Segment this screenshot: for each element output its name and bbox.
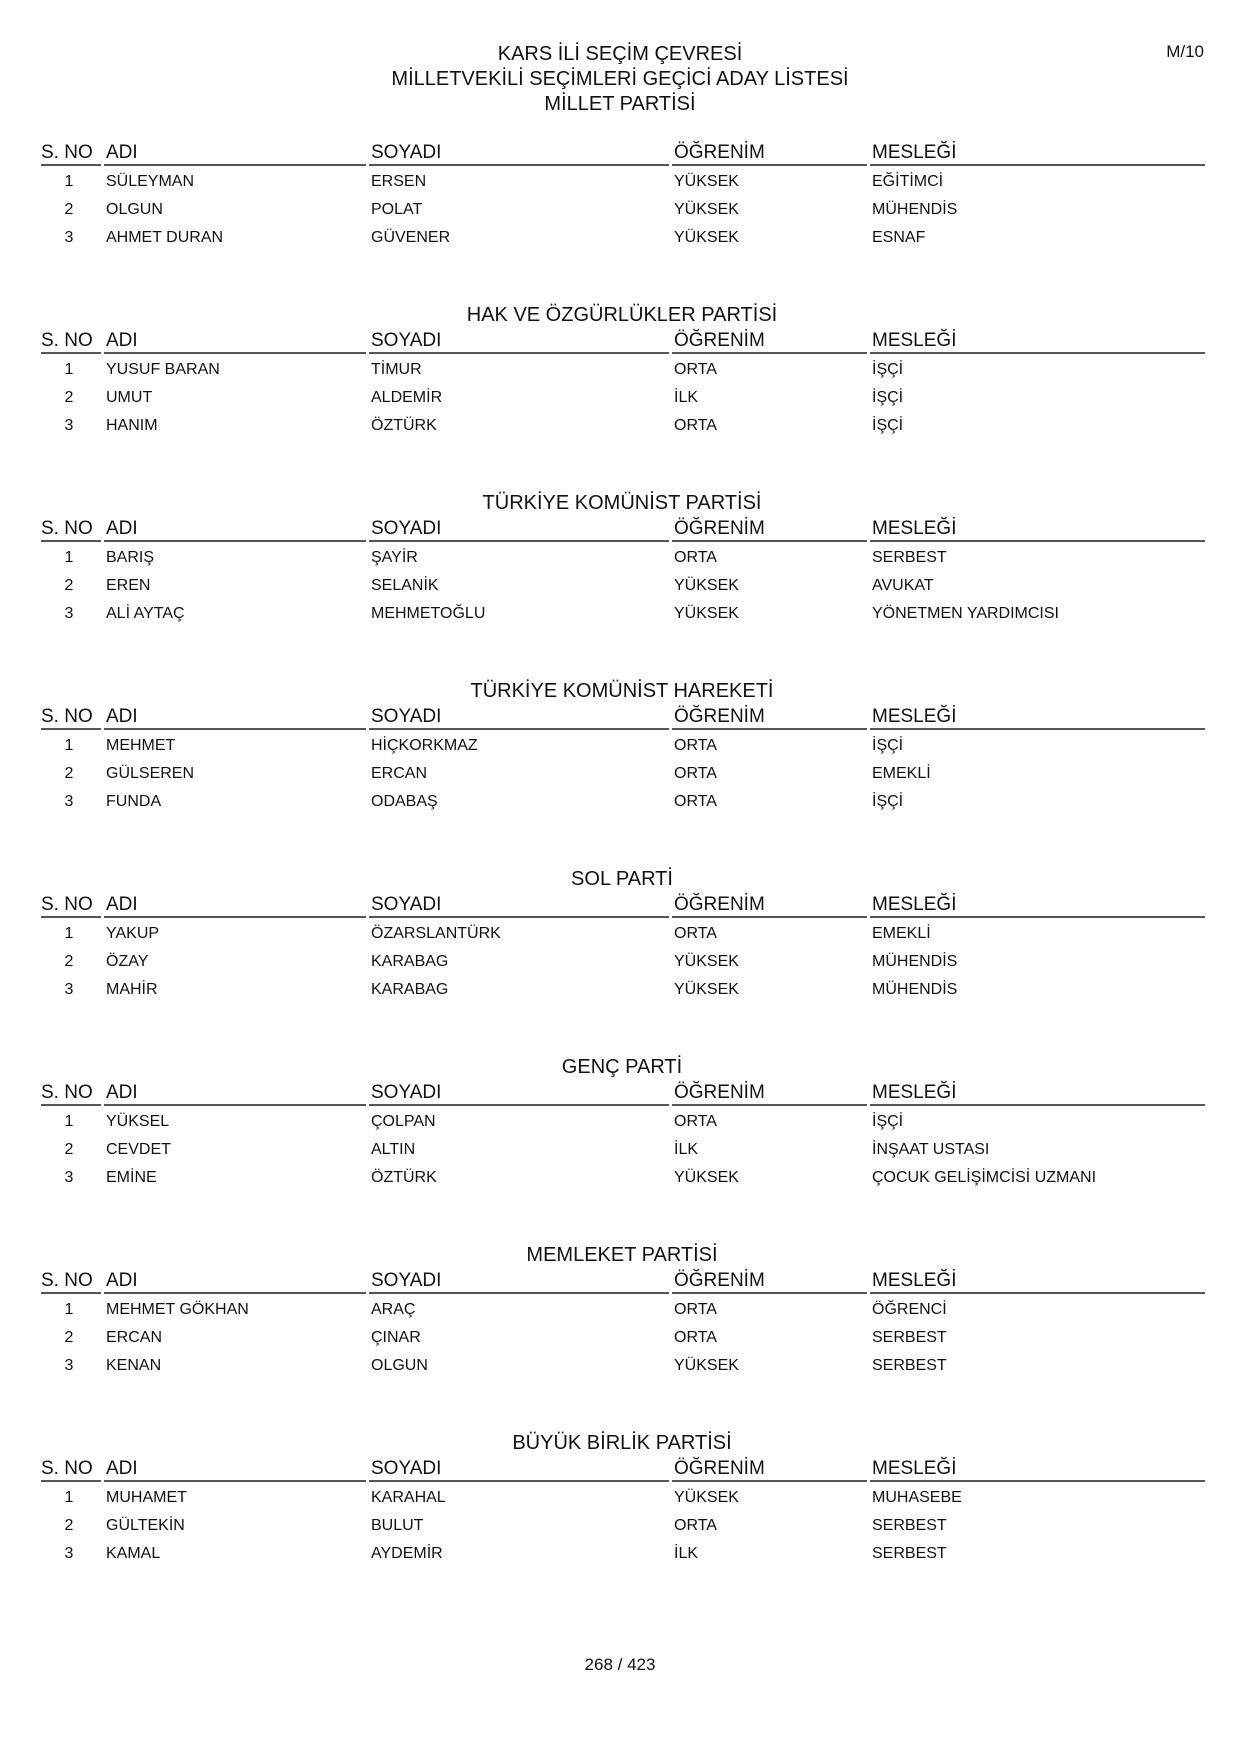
column-header-name: ADI bbox=[104, 706, 366, 730]
cell-surname: ÖZTÜRK bbox=[371, 1169, 437, 1186]
cell-education: YÜKSEK bbox=[674, 1489, 739, 1506]
cell-surname: HİÇKORKMAZ bbox=[371, 737, 478, 754]
table-header bbox=[41, 894, 1203, 918]
cell-education: YÜKSEK bbox=[674, 1169, 739, 1186]
cell-surname: OLGUN bbox=[371, 1357, 428, 1374]
cell-education: İLK bbox=[674, 1141, 699, 1158]
table-row bbox=[41, 791, 1203, 813]
cell-surname: ARAÇ bbox=[371, 1301, 416, 1318]
table-header bbox=[41, 1458, 1203, 1482]
table-header bbox=[41, 706, 1203, 730]
cell-occupation: İŞÇİ bbox=[872, 389, 904, 406]
cell-surname: ÇOLPAN bbox=[371, 1113, 436, 1130]
cell-no: 2 bbox=[64, 1329, 74, 1346]
column-header-occupation: MESLEĞİ bbox=[870, 1270, 1205, 1294]
column-header-occupation: MESLEĞİ bbox=[870, 518, 1205, 542]
column-header-surname: SOYADI bbox=[369, 894, 669, 918]
cell-education: YÜKSEK bbox=[674, 981, 739, 998]
cell-education: ORTA bbox=[674, 361, 717, 378]
cell-no: 2 bbox=[64, 765, 74, 782]
cell-occupation: ÇOCUK GELİŞİMCİSİ UZMANI bbox=[872, 1169, 1097, 1186]
cell-surname: ÖZARSLANTÜRK bbox=[371, 925, 501, 942]
cell-surname: ÖZTÜRK bbox=[371, 417, 437, 434]
party-section bbox=[41, 125, 1203, 313]
column-header-no: S. NO bbox=[41, 142, 101, 166]
cell-education: YÜKSEK bbox=[674, 953, 739, 970]
cell-no: 3 bbox=[64, 793, 74, 810]
cell-no: 2 bbox=[64, 1517, 74, 1534]
cell-education: ORTA bbox=[674, 925, 717, 942]
table-row bbox=[41, 1543, 1203, 1565]
table-row bbox=[41, 603, 1203, 625]
cell-education: ORTA bbox=[674, 737, 717, 754]
column-header-occupation: MESLEĞİ bbox=[870, 330, 1205, 354]
cell-no: 3 bbox=[64, 1357, 74, 1374]
cell-occupation: İŞÇİ bbox=[872, 361, 904, 378]
table-row bbox=[41, 171, 1203, 193]
document-header bbox=[0, 42, 1240, 117]
cell-occupation: MÜHENDİS bbox=[872, 981, 958, 998]
cell-name: ALİ AYTAÇ bbox=[106, 605, 185, 622]
cell-occupation: EMEKLİ bbox=[872, 765, 931, 782]
cell-education: YÜKSEK bbox=[674, 605, 739, 622]
cell-no: 1 bbox=[64, 1489, 74, 1506]
cell-name: HANIM bbox=[106, 417, 158, 434]
party-section bbox=[41, 1432, 1203, 1629]
cell-surname: KARABAG bbox=[371, 953, 449, 970]
table-row bbox=[41, 1299, 1203, 1321]
cell-surname: ALTIN bbox=[371, 1141, 416, 1158]
column-header-occupation: MESLEĞİ bbox=[870, 1458, 1205, 1482]
cell-surname: ŞAYİR bbox=[371, 549, 418, 566]
party-title: MEMLEKET PARTİSİ bbox=[526, 1244, 718, 1266]
column-header-education: ÖĞRENİM bbox=[672, 518, 867, 542]
page-code: M/10 bbox=[1166, 42, 1204, 61]
cell-occupation: SERBEST bbox=[872, 1357, 947, 1374]
column-header-education: ÖĞRENİM bbox=[672, 142, 867, 166]
header-province: KARS İLİ SEÇİM ÇEVRESİ bbox=[497, 43, 743, 65]
party-section bbox=[41, 1056, 1203, 1253]
cell-name: MEHMET bbox=[106, 737, 176, 754]
cell-name: OLGUN bbox=[106, 201, 163, 218]
table-row bbox=[41, 1167, 1203, 1189]
party-sections bbox=[41, 125, 1203, 1629]
table-header bbox=[41, 142, 1203, 166]
cell-name: FUNDA bbox=[106, 793, 162, 810]
cell-name: KENAN bbox=[106, 1357, 162, 1374]
table-row bbox=[41, 575, 1203, 597]
party-title: SOL PARTİ bbox=[571, 868, 673, 890]
cell-name: EREN bbox=[106, 577, 151, 594]
cell-occupation: İNŞAAT USTASI bbox=[872, 1141, 990, 1158]
cell-occupation: MUHASEBE bbox=[872, 1489, 962, 1506]
cell-name: GÜLTEKİN bbox=[106, 1517, 185, 1534]
cell-no: 3 bbox=[64, 229, 74, 246]
table-header bbox=[41, 518, 1203, 542]
table-row bbox=[41, 1327, 1203, 1349]
column-header-name: ADI bbox=[104, 518, 366, 542]
header-list-title: MİLLETVEKİLİ SEÇİMLERİ GEÇİCİ ADAY LİSTESİ bbox=[391, 68, 849, 90]
cell-name: BARIŞ bbox=[106, 549, 155, 566]
cell-no: 3 bbox=[64, 1545, 74, 1562]
cell-occupation: EMEKLİ bbox=[872, 925, 931, 942]
table-header bbox=[41, 1270, 1203, 1294]
cell-no: 2 bbox=[64, 201, 74, 218]
cell-education: YÜKSEK bbox=[674, 173, 739, 190]
cell-name: YUSUF BARAN bbox=[106, 361, 220, 378]
table-row bbox=[41, 415, 1203, 437]
cell-surname: TİMUR bbox=[371, 361, 422, 378]
party-title: HAK VE ÖZGÜRLÜKLER PARTİSİ bbox=[466, 304, 778, 326]
cell-no: 3 bbox=[64, 1169, 74, 1186]
cell-name: ÖZAY bbox=[106, 953, 149, 970]
table-row bbox=[41, 359, 1203, 381]
table-row bbox=[41, 1487, 1203, 1509]
party-section bbox=[41, 680, 1203, 877]
cell-education: ORTA bbox=[674, 1329, 717, 1346]
cell-education: ORTA bbox=[674, 1301, 717, 1318]
column-header-surname: SOYADI bbox=[369, 330, 669, 354]
cell-occupation: İŞÇİ bbox=[872, 417, 904, 434]
cell-surname: ERCAN bbox=[371, 765, 428, 782]
cell-education: ORTA bbox=[674, 1113, 717, 1130]
cell-education: ORTA bbox=[674, 549, 717, 566]
column-header-surname: SOYADI bbox=[369, 706, 669, 730]
cell-occupation: İŞÇİ bbox=[872, 1113, 904, 1130]
cell-surname: BULUT bbox=[371, 1517, 424, 1534]
column-header-surname: SOYADI bbox=[369, 1458, 669, 1482]
cell-name: UMUT bbox=[106, 389, 153, 406]
cell-no: 1 bbox=[64, 737, 74, 754]
column-header-surname: SOYADI bbox=[369, 1270, 669, 1294]
table-row bbox=[41, 951, 1203, 973]
table-row bbox=[41, 923, 1203, 945]
column-header-name: ADI bbox=[104, 1082, 366, 1106]
table-row bbox=[41, 227, 1203, 249]
cell-name: CEVDET bbox=[106, 1141, 171, 1158]
cell-no: 3 bbox=[64, 605, 74, 622]
cell-education: YÜKSEK bbox=[674, 229, 739, 246]
cell-occupation: İŞÇİ bbox=[872, 737, 904, 754]
table-header bbox=[41, 1082, 1203, 1106]
cell-name: MUHAMET bbox=[106, 1489, 187, 1506]
table-row bbox=[41, 763, 1203, 785]
cell-occupation: ÖĞRENCİ bbox=[872, 1301, 947, 1318]
cell-name: YÜKSEL bbox=[106, 1113, 170, 1130]
cell-occupation: SERBEST bbox=[872, 549, 947, 566]
cell-surname: POLAT bbox=[371, 201, 423, 218]
cell-name: KAMAL bbox=[106, 1545, 161, 1562]
cell-education: İLK bbox=[674, 389, 699, 406]
cell-occupation: SERBEST bbox=[872, 1545, 947, 1562]
column-header-occupation: MESLEĞİ bbox=[870, 142, 1205, 166]
column-header-name: ADI bbox=[104, 1458, 366, 1482]
cell-education: YÜKSEK bbox=[674, 577, 739, 594]
cell-occupation: SERBEST bbox=[872, 1329, 947, 1346]
table-row bbox=[41, 735, 1203, 757]
page-number: 268 / 423 bbox=[584, 1655, 656, 1674]
cell-surname: KARABAG bbox=[371, 981, 449, 998]
party-section bbox=[41, 304, 1203, 501]
cell-no: 2 bbox=[64, 389, 74, 406]
column-header-surname: SOYADI bbox=[369, 142, 669, 166]
cell-surname: ERSEN bbox=[371, 173, 427, 190]
cell-education: ORTA bbox=[674, 793, 717, 810]
table-row bbox=[41, 1111, 1203, 1133]
column-header-name: ADI bbox=[104, 142, 366, 166]
cell-surname: ÇINAR bbox=[371, 1329, 421, 1346]
cell-occupation: MÜHENDİS bbox=[872, 201, 958, 218]
cell-occupation: İŞÇİ bbox=[872, 793, 904, 810]
cell-no: 1 bbox=[64, 173, 74, 190]
cell-surname: AYDEMİR bbox=[371, 1545, 443, 1562]
party-title: GENÇ PARTİ bbox=[561, 1056, 683, 1078]
column-header-surname: SOYADI bbox=[369, 518, 669, 542]
table-row bbox=[41, 1139, 1203, 1161]
party-section bbox=[41, 868, 1203, 1065]
party-title: BÜYÜK BİRLİK PARTİSİ bbox=[512, 1432, 732, 1454]
column-header-education: ÖĞRENİM bbox=[672, 1270, 867, 1294]
cell-no: 1 bbox=[64, 1301, 74, 1318]
column-header-surname: SOYADI bbox=[369, 1082, 669, 1106]
cell-education: YÜKSEK bbox=[674, 1357, 739, 1374]
cell-education: YÜKSEK bbox=[674, 201, 739, 218]
column-header-occupation: MESLEĞİ bbox=[870, 1082, 1205, 1106]
cell-education: ORTA bbox=[674, 417, 717, 434]
table-row bbox=[41, 199, 1203, 221]
column-header-education: ÖĞRENİM bbox=[672, 1458, 867, 1482]
cell-no: 1 bbox=[64, 549, 74, 566]
table-row bbox=[41, 1515, 1203, 1537]
cell-surname: MEHMETOĞLU bbox=[371, 605, 486, 622]
column-header-no: S. NO bbox=[41, 1082, 101, 1106]
table-header bbox=[41, 330, 1203, 354]
table-row bbox=[41, 979, 1203, 1001]
cell-occupation: SERBEST bbox=[872, 1517, 947, 1534]
column-header-occupation: MESLEĞİ bbox=[870, 706, 1205, 730]
cell-surname: GÜVENER bbox=[371, 229, 451, 246]
cell-occupation: ESNAF bbox=[872, 229, 926, 246]
column-header-no: S. NO bbox=[41, 894, 101, 918]
cell-no: 1 bbox=[64, 925, 74, 942]
cell-occupation: AVUKAT bbox=[872, 577, 934, 594]
column-header-no: S. NO bbox=[41, 518, 101, 542]
column-header-name: ADI bbox=[104, 1270, 366, 1294]
column-header-education: ÖĞRENİM bbox=[672, 894, 867, 918]
column-header-name: ADI bbox=[104, 330, 366, 354]
column-header-no: S. NO bbox=[41, 706, 101, 730]
cell-education: ORTA bbox=[674, 1517, 717, 1534]
party-title: TÜRKİYE KOMÜNİST HAREKETİ bbox=[470, 680, 774, 702]
cell-occupation: EĞİTİMCİ bbox=[872, 173, 944, 190]
table-row bbox=[41, 547, 1203, 569]
cell-name: EMİNE bbox=[106, 1169, 157, 1186]
cell-occupation: MÜHENDİS bbox=[872, 953, 958, 970]
column-header-education: ÖĞRENİM bbox=[672, 706, 867, 730]
cell-no: 3 bbox=[64, 981, 74, 998]
cell-surname: SELANİK bbox=[371, 577, 439, 594]
cell-name: SÜLEYMAN bbox=[106, 173, 195, 190]
column-header-education: ÖĞRENİM bbox=[672, 330, 867, 354]
cell-name: MEHMET GÖKHAN bbox=[106, 1301, 249, 1318]
cell-surname: ALDEMİR bbox=[371, 389, 443, 406]
header-first-party: MİLLET PARTİSİ bbox=[544, 93, 696, 115]
column-header-no: S. NO bbox=[41, 1458, 101, 1482]
cell-name: MAHİR bbox=[106, 981, 158, 998]
cell-no: 1 bbox=[64, 361, 74, 378]
cell-name: AHMET DURAN bbox=[106, 229, 224, 246]
cell-education: ORTA bbox=[674, 765, 717, 782]
cell-name: ERCAN bbox=[106, 1329, 163, 1346]
column-header-name: ADI bbox=[104, 894, 366, 918]
column-header-education: ÖĞRENİM bbox=[672, 1082, 867, 1106]
column-header-no: S. NO bbox=[41, 330, 101, 354]
cell-occupation: YÖNETMEN YARDIMCISI bbox=[872, 605, 1059, 622]
cell-education: İLK bbox=[674, 1545, 699, 1562]
column-header-occupation: MESLEĞİ bbox=[870, 894, 1205, 918]
table-row bbox=[41, 1355, 1203, 1377]
party-section bbox=[41, 492, 1203, 689]
cell-no: 1 bbox=[64, 1113, 74, 1130]
cell-no: 2 bbox=[64, 577, 74, 594]
cell-name: YAKUP bbox=[106, 925, 160, 942]
party-section bbox=[41, 1244, 1203, 1441]
cell-no: 2 bbox=[64, 953, 74, 970]
cell-name: GÜLSEREN bbox=[106, 765, 195, 782]
cell-no: 3 bbox=[64, 417, 74, 434]
cell-surname: ODABAŞ bbox=[371, 793, 438, 810]
column-header-no: S. NO bbox=[41, 1270, 101, 1294]
cell-surname: KARAHAL bbox=[371, 1489, 446, 1506]
table-row bbox=[41, 387, 1203, 409]
party-title: TÜRKİYE KOMÜNİST PARTİSİ bbox=[482, 492, 762, 514]
cell-no: 2 bbox=[64, 1141, 74, 1158]
